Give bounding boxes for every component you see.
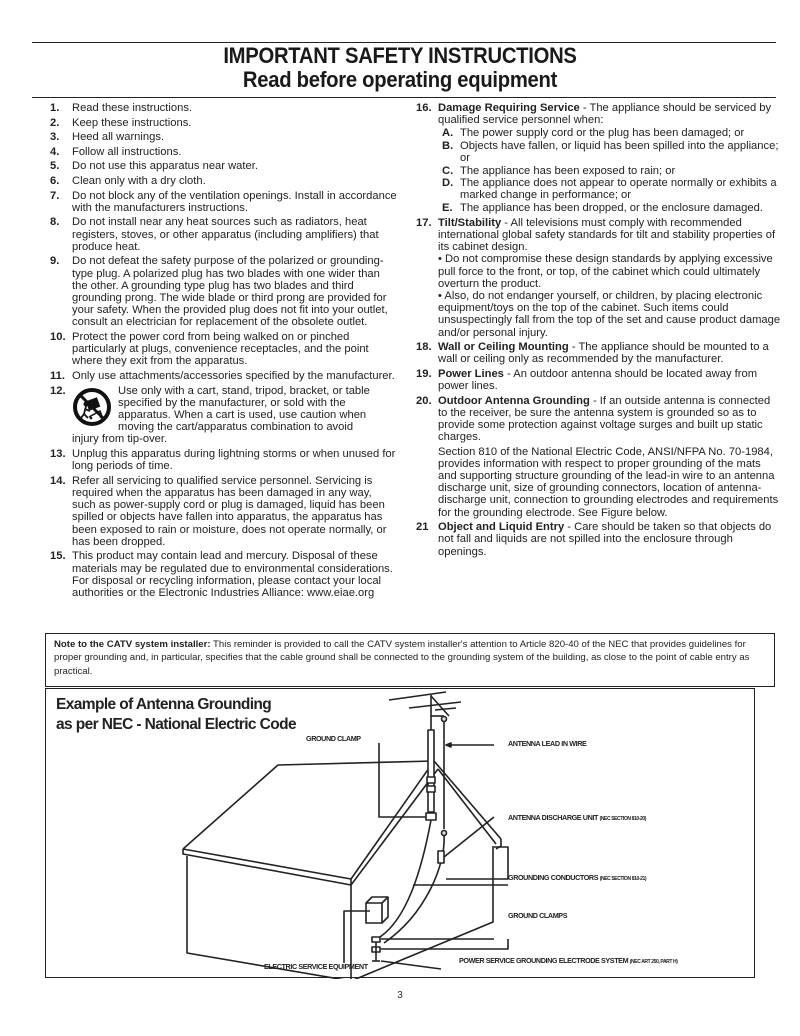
item-text: Keep these instructions.: [72, 116, 192, 129]
cart-tip-over-warning-icon: [72, 387, 112, 427]
item-heading: Outdoor Antenna Grounding: [438, 394, 590, 407]
sub-letter: A.: [442, 126, 454, 139]
item-number: 21: [416, 521, 429, 534]
item-number: 4.: [50, 145, 60, 158]
item-text: Follow all instructions.: [72, 145, 182, 158]
item-heading: Tilt/Stability: [438, 216, 502, 229]
page-header: [0, 44, 800, 92]
item-number: 20.: [416, 394, 432, 407]
figure-title-line1: Example of Antenna Grounding: [56, 696, 272, 713]
instruction-item: [46, 448, 398, 472]
item-text: - Care should be taken so that objects do not fall and liquids are not spilled into the enclosure through openings.: [438, 521, 772, 558]
sub-text: Objects have fallen, or liquid has been spilled into the appliance; or: [460, 139, 779, 164]
item-text: Only use attachments/accessories specified by the manufacturer.: [72, 369, 395, 382]
item-text: - An outdoor antenna should be located away from power lines.: [438, 367, 758, 393]
instruction-item: [46, 370, 398, 382]
item-number: 12.: [50, 384, 66, 397]
instructions-right-column: [412, 102, 782, 560]
instruction-item: [46, 175, 398, 187]
item-text: Refer all servicing to qualified service personnel. Servicing is required when the apparatus has been damaged in any way, such as power-supply cord or plug is damaged, liquid has been spilled or objects have fallen into apparatus, the apparatus has been exposed to rain or moisture, does not operate normally, or has been dropped.: [72, 474, 387, 548]
label-ground-clamp: GROUND CLAMP: [306, 734, 361, 743]
item-number: 9.: [50, 255, 60, 268]
item-text: Do not block any of the ventilation openings. Install in accordance with the manufacturers instructions.: [72, 189, 397, 214]
item-paragraph: • Do not compromise these design standards by applying excessive pull force to the front, or top, of the cabinet which could ultimately overturn the product.: [438, 253, 773, 290]
instruction-item-wall-mounting: [412, 341, 782, 365]
item-text: - The appliance should be serviced by qualified service personnel when:: [438, 102, 772, 127]
item-text: Use only with a cart, stand, tripod, bracket, or table specified by the manufacturer, or sold with the apparatus. When a cart is used, use caution when moving the cart/apparatus combination to avoid: [118, 384, 370, 434]
item-text: Do not use this apparatus near water.: [72, 160, 258, 173]
page-subtitle: Read before operating equipment: [242, 67, 558, 92]
item-heading: Wall or Ceiling Mounting: [438, 341, 569, 354]
sub-item: [438, 202, 782, 214]
instruction-item: [46, 331, 398, 368]
item-text: Heed all warnings.: [72, 131, 165, 144]
sub-text: The power supply cord or the plug has been damaged; or: [460, 126, 745, 139]
label-power-service-grounding: POWER SERVICE GROUNDING ELECTRODE SYSTEM (NEC ART 250, PART H): [459, 956, 678, 965]
page-title: IMPORTANT SAFETY INSTRUCTIONS: [223, 43, 577, 68]
instruction-item-antenna-grounding: [412, 395, 782, 519]
antenna-grounding-figure: [45, 688, 755, 978]
item-number: 15.: [50, 550, 66, 563]
item-number: 13.: [50, 447, 66, 460]
item-paragraph: • Also, do not endanger yourself, or children, by placing electronic equipment/toys on the top of the cabinet. Such items could unsuspectingly fall from the top of the set and cause product damage and/or personal injury.: [438, 289, 781, 339]
instruction-item: [46, 131, 398, 143]
item-number: 18.: [416, 341, 432, 354]
instruction-item: [46, 475, 398, 548]
instruction-item: [46, 160, 398, 172]
sub-text: The appliance does not appear to operate normally or exhibits a marked change in performance; or: [460, 177, 777, 202]
instruction-item: [46, 550, 398, 599]
sub-text: The appliance has been exposed to rain; or: [460, 164, 676, 177]
note-heading: Note to the CATV system installer:: [54, 639, 211, 650]
header-bottom-rule: [32, 97, 776, 98]
page-number: 3: [397, 990, 403, 1001]
note-text: This reminder is provided to call the CATV system installer's attention to Article 820-40 of the NEC that provides guidelines for proper grounding and, in particular, specifies that the cable ground shall be connected to the grounding system of the building, as close to the point of cable entry as practical.: [54, 639, 750, 677]
item-number: 1.: [50, 102, 60, 114]
sub-letter: E.: [442, 202, 453, 215]
sub-item: [438, 177, 782, 201]
item-number: 6.: [50, 174, 60, 187]
sub-letter: C.: [442, 164, 454, 177]
item-text: Unplug this apparatus during lightning storms or when unused for long periods of time.: [72, 447, 396, 473]
instruction-item: [46, 255, 398, 328]
item-number: 19.: [416, 367, 432, 380]
instruction-item: [46, 216, 398, 253]
item-number: 2.: [50, 116, 60, 129]
sub-text: The appliance has been dropped, or the enclosure damaged.: [460, 202, 763, 215]
item-number: 17.: [416, 216, 432, 229]
antenna-grounding-diagram: [46, 689, 756, 979]
sub-letter: D.: [442, 177, 454, 190]
item-number: 14.: [50, 474, 66, 487]
instruction-item-damage-service: [412, 102, 782, 214]
item-number: 10.: [50, 330, 66, 343]
catv-installer-note: [45, 633, 775, 687]
item-text: Do not install near any heat sources such as radiators, heat registers, stoves, or other apparatus (including amplifiers) that produce heat.: [72, 216, 379, 253]
item-number: 11.: [50, 369, 65, 382]
item-text: Read these instructions.: [72, 102, 193, 114]
label-electric-service-equipment: ELECTRIC SERVICE EQUIPMENT: [264, 962, 368, 971]
instructions-left-column: [46, 102, 398, 602]
item-heading: Power Lines: [438, 367, 504, 380]
figure-title-line2: as per NEC - National Electric Code: [56, 716, 296, 733]
sub-item: [438, 127, 782, 139]
item-heading: Object and Liquid Entry: [438, 521, 565, 534]
label-grounding-conductors: GROUNDING CONDUCTORS (NEC SECTION 810-21): [508, 873, 647, 882]
item-text: Do not defeat the safety purpose of the polarized or grounding-type plug. A polarized plug has two blades with one wider than the other. A grounding type plug has two blades and third grounding prong. The wide blade or third prong are provided for your safety. When the provided plug does not fit into your outlet, consult an electrician for replacement of the obsolete outlet.: [72, 255, 388, 329]
sub-item: [438, 165, 782, 177]
label-antenna-lead-in-wire: ANTENNA LEAD IN WIRE: [508, 739, 587, 748]
instruction-item-power-lines: [412, 368, 782, 392]
item-number: 8.: [50, 216, 60, 229]
item-text: - The appliance should be mounted to a wall or ceiling only as recommended by the manufacturer.: [438, 341, 769, 366]
item-heading: Damage Requiring Service: [438, 102, 580, 114]
item-number: 3.: [50, 131, 60, 144]
item-text: This product may contain lead and mercury. Disposal of these materials may be regulated due to environmental considerations. For disposal or recycling information, please contact your local authorities or the Electronic Industries Alliance: www.eiae.org: [72, 550, 393, 599]
label-antenna-discharge-unit: ANTENNA DISCHARGE UNIT (NEC SECTION 810-20): [508, 813, 647, 822]
item-text-tail: injury from tip-over.: [72, 433, 168, 446]
instruction-item: [46, 102, 398, 114]
label-ground-clamps: GROUND CLAMPS: [508, 911, 568, 920]
item-number: 7.: [50, 189, 60, 202]
item-text: Clean only with a dry cloth.: [72, 174, 206, 187]
sub-letter: B.: [442, 139, 454, 152]
instruction-item: [46, 146, 398, 158]
sub-item: [438, 140, 782, 164]
item-paragraph: Section 810 of the National Electric Code, ANSI/NFPA No. 70-1984, provides information with respect to proper grounding of the mats and supporting structure grounding of the lead-in wire to an antenna discharge unit, size of grounding connectors, location of antenna-discharge unit, connection to grounding electrodes and requirements for the grounding electrode. See Figure below.: [438, 445, 779, 519]
instruction-item: [46, 190, 398, 214]
item-number: 16.: [416, 102, 432, 114]
instruction-item-object-liquid-entry: [412, 521, 782, 558]
item-number: 5.: [50, 160, 60, 173]
instruction-item: [46, 117, 398, 129]
instruction-item-tilt-stability: [412, 217, 782, 339]
instruction-item-cart-warning: [46, 385, 398, 446]
item-text: - All televisions must comply with recommended international global safety standards for tilt and stability properties of its cabinet design.: [438, 216, 776, 254]
item-text: Protect the power cord from being walked on or pinched particularly at plugs, convenience receptacles, and the point where they exit from the apparatus.: [72, 330, 369, 368]
item-text: - If an outside antenna is connected to the receiver, be sure the antenna system is grounded so as to provide some protection against voltage surges and built up static charges.: [438, 394, 771, 444]
